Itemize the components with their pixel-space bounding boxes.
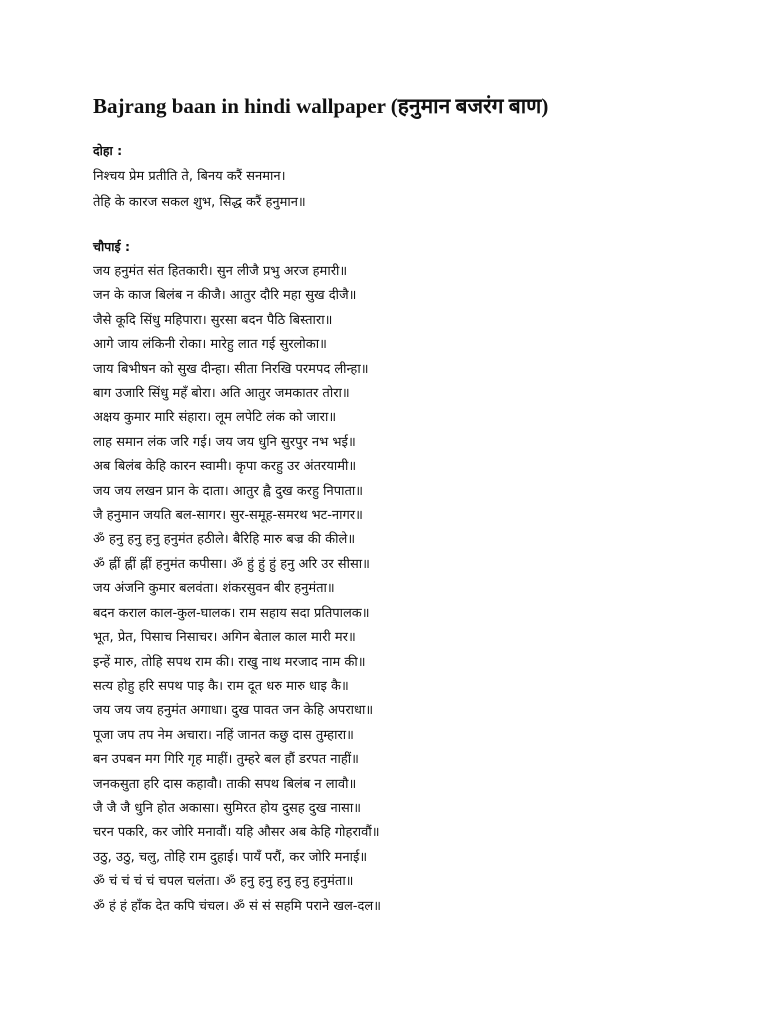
document-page	[93, 92, 733, 919]
chaupai-lines	[93, 260, 733, 919]
doha-line: निश्चय प्रेम प्रतीति ते, बिनय करैं सनमान।	[93, 169, 286, 184]
chaupai-line: सत्य होहु हरि सपथ पाइ कै। राम दूत धरु मारु धाइ कै॥	[93, 678, 349, 694]
chaupai-line: पूजा जप तप नेम अचारा। नहिं जानत कछु दास तुम्हारा॥	[93, 727, 354, 743]
chaupai-line: बाग उजारि सिंधु महँ बोरा। अति आतुर जमकातर तोरा॥	[93, 386, 350, 402]
doha-line: तेहि के कारज सकल शुभ, सिद्ध करैं हनुमान॥	[93, 195, 306, 210]
chaupai-line: चरन पकरि, कर जोरि मनावौं। यहि औसर अब केहि गोहरावौं॥	[93, 825, 380, 841]
chaupai-line: जय हनुमंत संत हितकारी। सुन लीजै प्रभु अरज हमारी॥	[93, 264, 348, 279]
chaupai-line: जाय बिभीषन को सुख दीन्हा। सीता निरखि परमपद लीन्हा॥	[93, 361, 369, 377]
chaupai-line: जै हनुमान जयति बल-सागर। सुर-समूह-समरथ भट-नागर॥	[93, 508, 363, 524]
chaupai-line: जैसे कूदि सिंधु महिपारा। सुरसा बदन पैठि बिस्तारा॥	[93, 312, 333, 328]
chaupai-line: बदन कराल काल-कुल-घालक। राम सहाय सदा प्रतिपालक॥	[93, 605, 370, 621]
chaupai-line: इन्हें मारु, तोहि सपथ राम की। राखु नाथ मरजाद नाम की॥	[93, 654, 366, 670]
page-title: Bajrang baan in hindi wallpaper (हनुमान बजरंग बाण)	[93, 94, 549, 118]
chaupai-line: अक्षय कुमार मारि संहारा। लूम लपेटि लंक को जारा॥	[93, 410, 337, 426]
doha-heading: दोहा :	[93, 143, 123, 158]
chaupai-line: उठु, उठु, चलु, तोहि राम दुहाई। पायँ परौं, कर जोरि मनाई॥	[93, 849, 368, 865]
chaupai-line: ॐ हं हं हाँक देत कपि चंचल। ॐ सं सं सहमि पराने खल-दल॥	[93, 898, 381, 914]
doha-section	[93, 142, 733, 216]
chaupai-line: बन उपबन मग गिरि गृह माहीं। तुम्हरे बल हौं डरपत नाहीं॥	[93, 752, 359, 768]
chaupai-line: ॐ ह्नीं ह्नीं ह्नीं हनुमंत कपीसा। ॐ हुं हुं हुं हनु अरि उर सीसा॥	[93, 556, 370, 572]
chaupai-line: लाह समान लंक जरि गई। जय जय धुनि सुरपुर नभ भई॥	[93, 434, 356, 450]
chaupai-section	[93, 238, 733, 919]
chaupai-line: आगे जाय लंकिनी रोका। मारेहु लात गई सुरलोका॥	[93, 337, 327, 353]
chaupai-line: ॐ हनु हनु हनु हनुमंत हठीले। बैरिहि मारु बज्र की कीले॥	[93, 532, 356, 548]
chaupai-line: जय जय लखन प्रान के दाता। आतुर ह्वै दुख करहु निपाता॥	[93, 483, 364, 499]
chaupai-line: भूत, प्रेत, पिसाच निसाचर। अगिन बेताल काल मारी मर॥	[93, 630, 356, 646]
chaupai-line: जन के काज बिलंब न कीजै। आतुर दौरि महा सुख दीजै॥	[93, 288, 357, 304]
chaupai-line: जै जै जै धुनि होत अकासा। सुमिरत होय दुसह दुख नासा॥	[93, 800, 362, 816]
chaupai-heading: चौपाई :	[93, 239, 131, 254]
chaupai-line: ॐ चं चं चं चं चपल चलंता। ॐ हनु हनु हनु हनु हनुमंता॥	[93, 874, 354, 890]
chaupai-line: जय जय जय हनुमंत अगाधा। दुख पावत जन केहि अपराधा॥	[93, 703, 374, 719]
chaupai-line: जनकसुता हरि दास कहावौ। ताकी सपथ बिलंब न लावौ॥	[93, 776, 357, 792]
chaupai-line: अब बिलंब केहि कारन स्वामी। कृपा करहु उर अंतरयामी॥	[93, 459, 357, 475]
chaupai-line: जय अंजनि कुमार बलवंता। शंकरसुवन बीर हनुमंता॥	[93, 581, 335, 597]
